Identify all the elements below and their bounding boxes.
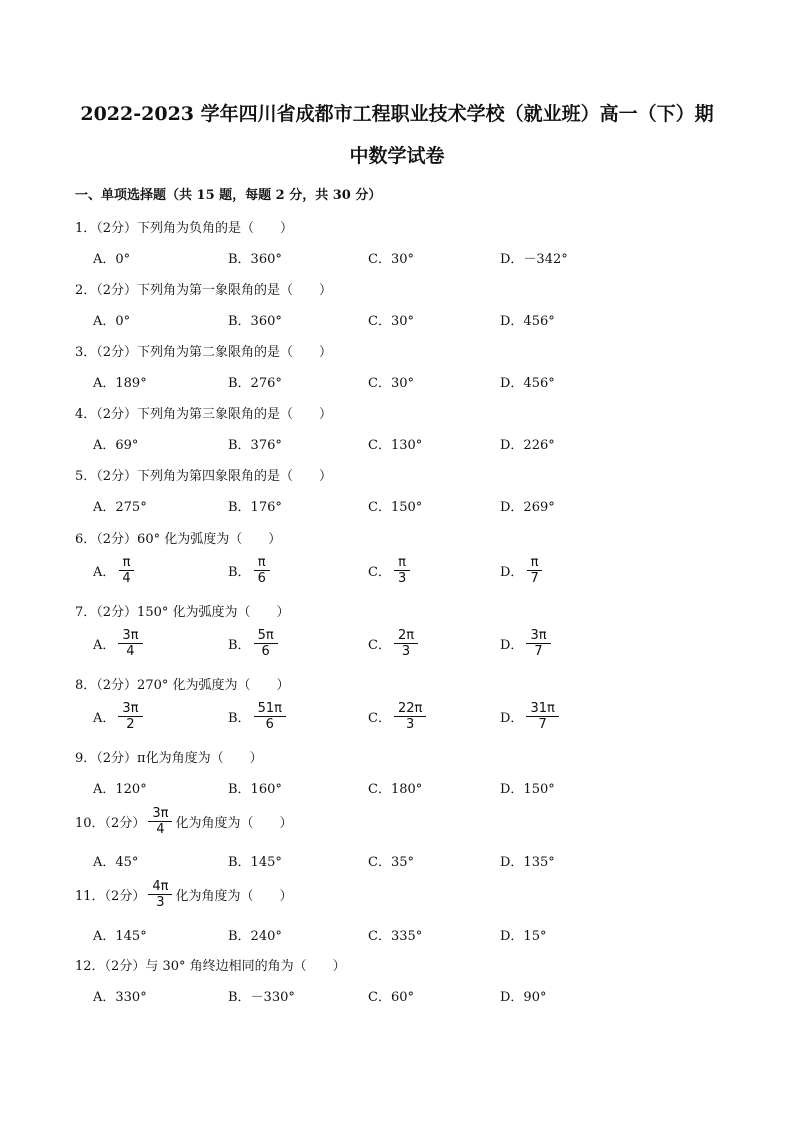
option-d: D． $\frac{31\pi}{7}$ [500, 701, 562, 732]
option-a: A．0° [93, 314, 131, 329]
fraction: $\frac{\pi}{7}$ [526, 555, 542, 586]
option-d: D． $\frac{\pi}{7}$ [500, 555, 546, 586]
option-b: B．－330° [228, 990, 295, 1005]
question-10-stem: 10．（2分） $\frac{3\pi}{4}$ 化为角度为（ ） [75, 806, 293, 837]
option-b: B．160° [228, 782, 282, 797]
option-a: A．145° [93, 929, 147, 944]
question-1-stem: 1．（2分）下列角为负角的是（ ） [75, 221, 294, 236]
option-b: B．240° [228, 929, 282, 944]
option-a: A．189° [93, 376, 147, 391]
fraction: $\frac{\pi}{4}$ [118, 555, 134, 586]
fraction: $\frac{22\pi}{3}$ [394, 701, 426, 732]
fraction: $\frac{4\pi}{3}$ [148, 879, 172, 910]
option-d: D．150° [500, 782, 555, 797]
question-6-stem: 6．（2分）60° 化为弧度为（ ） [75, 532, 282, 547]
option-c: C．35° [368, 855, 414, 870]
section-heading: 一、单项选择题（共 15 题，每题 2 分，共 30 分） [75, 188, 382, 203]
question-4-stem: 4．（2分）下列角为第三象限角的是（ ） [75, 407, 333, 422]
option-b: B． $\frac{51\pi}{6}$ [228, 701, 289, 732]
option-c: C．180° [368, 782, 423, 797]
option-c: C． $\frac{22\pi}{3}$ [368, 701, 429, 732]
option-d: D．90° [500, 990, 547, 1005]
option-b: B．360° [228, 314, 282, 329]
option-b: B． $\frac{\pi}{6}$ [228, 555, 273, 586]
fraction: $\frac{3\pi}{4}$ [118, 628, 142, 659]
question-2-stem: 2．（2分）下列角为第一象限角的是（ ） [75, 283, 333, 298]
option-c: C．30° [368, 314, 414, 329]
option-a: A．120° [93, 782, 147, 797]
question-3-stem: 3．（2分）下列角为第二象限角的是（ ） [75, 345, 333, 360]
fraction: $\frac{3\pi}{4}$ [148, 806, 172, 837]
option-b: B．276° [228, 376, 282, 391]
question-7-stem: 7．（2分）150° 化为弧度为（ ） [75, 605, 290, 620]
option-d: D．－342° [500, 252, 568, 267]
option-b: B． $\frac{5\pi}{6}$ [228, 628, 281, 659]
option-c: C．130° [368, 438, 423, 453]
option-d: D．15° [500, 929, 547, 944]
option-c: C．60° [368, 990, 414, 1005]
fraction: $\frac{3\pi}{7}$ [526, 628, 550, 659]
fraction: $\frac{2\pi}{3}$ [394, 628, 418, 659]
option-a: A．0° [93, 252, 131, 267]
fraction: $\frac{51\pi}{6}$ [254, 701, 286, 732]
fraction: $\frac{5\pi}{6}$ [254, 628, 278, 659]
option-d: D．456° [500, 314, 555, 329]
option-b: B．360° [228, 252, 282, 267]
option-b: B．376° [228, 438, 282, 453]
option-c: C．335° [368, 929, 423, 944]
option-b: B．145° [228, 855, 282, 870]
question-11-stem: 11．（2分） $\frac{4\pi}{3}$ 化为角度为（ ） [75, 879, 293, 910]
question-9-stem: 9．（2分）π化为角度为（ ） [75, 751, 263, 766]
option-d: D．456° [500, 376, 555, 391]
option-d: D．269° [500, 500, 555, 515]
option-c: C．150° [368, 500, 423, 515]
option-a: A．69° [93, 438, 139, 453]
exam-title-line1: 2022-2023 学年四川省成都市工程职业技术学校（就业班）高一（下）期 [80, 103, 714, 125]
fraction: $\frac{\pi}{3}$ [394, 555, 410, 586]
option-a: A． $\frac{\pi}{4}$ [93, 555, 138, 586]
option-a: A． $\frac{3\pi}{2}$ [93, 701, 146, 732]
option-a: A．275° [93, 500, 147, 515]
option-c: C．30° [368, 376, 414, 391]
fraction: $\frac{31\pi}{7}$ [526, 701, 558, 732]
option-a: A．45° [93, 855, 139, 870]
fraction: $\frac{3\pi}{2}$ [118, 701, 142, 732]
fraction: $\frac{\pi}{6}$ [254, 555, 270, 586]
option-b: B．176° [228, 500, 282, 515]
option-a: A． $\frac{3\pi}{4}$ [93, 628, 146, 659]
option-d: D．226° [500, 438, 555, 453]
option-c: C． $\frac{\pi}{3}$ [368, 555, 413, 586]
question-8-stem: 8．（2分）270° 化为弧度为（ ） [75, 678, 290, 693]
option-d: D．135° [500, 855, 555, 870]
option-c: C．30° [368, 252, 414, 267]
option-d: D． $\frac{3\pi}{7}$ [500, 628, 554, 659]
question-12-stem: 12．（2分）与 30° 角终边相同的角为（ ） [75, 959, 346, 974]
question-5-stem: 5．（2分）下列角为第四象限角的是（ ） [75, 469, 333, 484]
option-a: A．330° [93, 990, 147, 1005]
option-c: C． $\frac{2\pi}{3}$ [368, 628, 421, 659]
exam-title-line2: 中数学试卷 [349, 145, 445, 167]
